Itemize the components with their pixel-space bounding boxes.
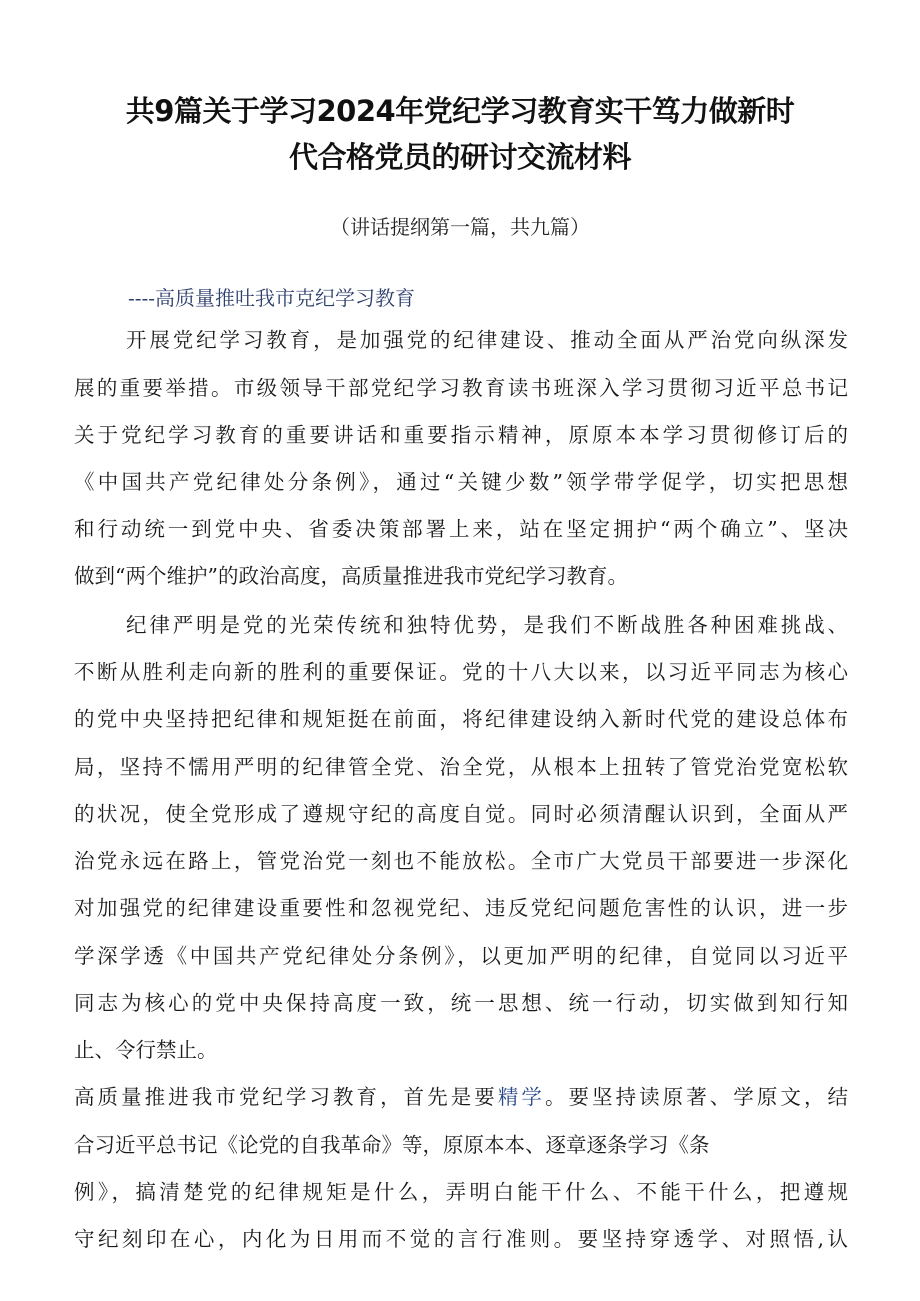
paragraph-1-line: 关于党纪学习教育的重要讲话和重要指示精神，原原本本学习贯彻修订后的 bbox=[74, 423, 848, 447]
paragraph-3-line bbox=[74, 1082, 848, 1112]
paragraph-2-line: 不断从胜利走向新的胜利的重要保证。党的十八大以来，以习近平同志为核心 bbox=[74, 660, 848, 684]
document-subtitle: （讲话提纲第一篇，共九篇） bbox=[330, 215, 590, 239]
paragraph-2-line: 学深学透《中国共产党纪律处分条例》，以更加严明的纪律，自觉同以习近平 bbox=[74, 944, 848, 968]
document-title-line-1: 共9篇关于学习2024年党纪学习教育实干笃力做新时 bbox=[125, 94, 795, 128]
paragraph-2-line: 治党永远在路上，管党治党一刻也不能放松。全市广大党员干部要进一步深化 bbox=[74, 849, 848, 873]
paragraph-3-line: 守纪刻印在心，内化为日用而不觉的言行准则。要坚持穿透学、对照悟,认 bbox=[74, 1227, 848, 1251]
paragraph-3-text: 。要坚持读原著、学原文，结 bbox=[544, 1085, 848, 1109]
paragraph-1-line: 展的重要举措。市级领导干部党纪学习教育读书班深入学习贯彻习近平总书记 bbox=[74, 376, 848, 400]
paragraph-1-line: 和行动统一到党中央、省委决策部署上来，站在坚定拥护“两个确立”、坚决 bbox=[74, 517, 848, 541]
paragraph-3-text: 高质量推进我市党纪学习教育，首先是要 bbox=[74, 1085, 498, 1109]
paragraph-2-line: 局，坚持不懦用严明的纪律管全党、治全党，从根本上扭转了管党治党宽松软 bbox=[74, 755, 848, 779]
paragraph-2-line: 的状况，使全党形成了遵规守纪的高度自觉。同时必须清醒认识到，全面从严 bbox=[74, 802, 848, 826]
document-tagline: ----高质量推吐我市克纪学习教育 bbox=[128, 286, 416, 310]
paragraph-3-emphasis: 精学 bbox=[497, 1085, 545, 1109]
paragraph-1-line: 《中国共产党纪律处分条例》，通过“关键少数”领学带学促学，切实把思想 bbox=[74, 470, 848, 494]
paragraph-2-line: 的党中央坚持把纪律和规矩挺在前面，将纪律建设纳入新时代党的建设总体布 bbox=[74, 707, 848, 731]
document-title-line-2: 代合格党员的研讨交流材料 bbox=[288, 140, 631, 174]
paragraph-2-line: 对加强党的纪律建设重要性和忽视党纪、违反党纪问题危害性的认识，进一步 bbox=[74, 896, 848, 920]
paragraph-3-line: 例》，搞清楚党的纪律规矩是什么，弄明白能干什么、不能干什么，把遵规 bbox=[74, 1180, 848, 1204]
paragraph-2-line: 止、令行禁止。 bbox=[74, 1038, 218, 1062]
paragraph-2-line: 纪律严明是党的光荣传统和独特优势，是我们不断战胜各种困难挑战、 bbox=[126, 613, 848, 637]
paragraph-3-line: 合习近平总书记《论党的自我革命》等，原原本本、逐章逐条学习《条 bbox=[74, 1133, 710, 1157]
paragraph-1-line: 做到“两个维护”的政治高度，高质量推进我市党纪学习教育。 bbox=[74, 564, 628, 588]
paragraph-1-line: 开展党纪学习教育，是加强党的纪律建设、推动全面从严治党向纵深发 bbox=[126, 328, 848, 352]
paragraph-2-line: 同志为核心的党中央保持高度一致，统一思想、统一行动，切实做到知行知 bbox=[74, 991, 848, 1015]
